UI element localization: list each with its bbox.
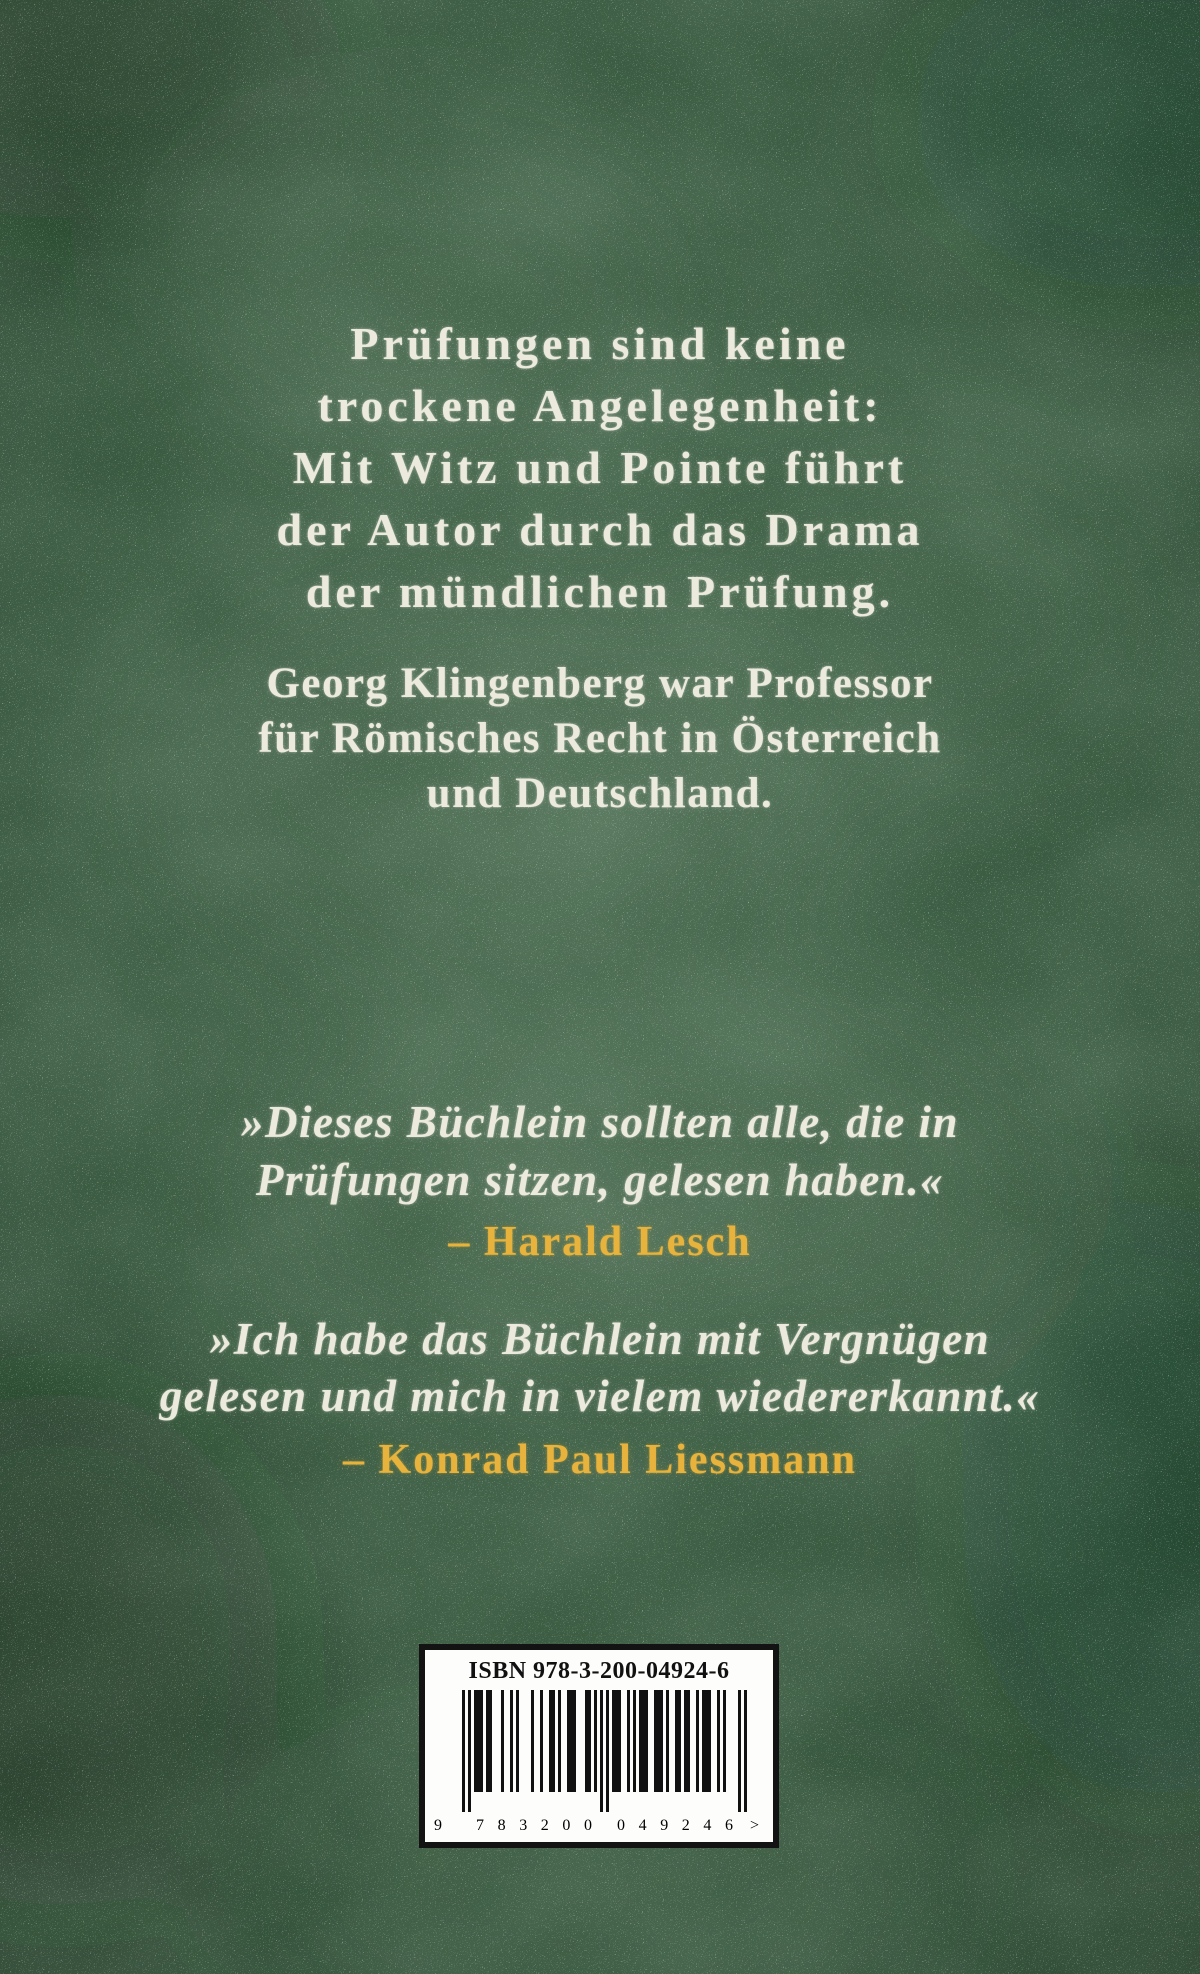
blurb-line: Prüfungen sind keine: [350, 318, 850, 369]
quote-attribution-harald-lesch: – Harald Lesch: [448, 1219, 752, 1265]
svg-text:9: 9: [433, 1817, 442, 1834]
quote-line: Prüfungen sitzen, gelesen haben.«: [255, 1155, 945, 1205]
blurb-line: trockene Angelegenheit:: [317, 380, 883, 431]
quote-line: »Ich habe das Büchlein mit Vergnügen: [209, 1314, 991, 1364]
blurb-line: Mit Witz und Pointe führt: [292, 442, 908, 493]
author-bio-line: und Deutschland.: [426, 770, 774, 817]
author-bio-line: für Römisches Recht in Österreich: [258, 715, 942, 762]
svg-text:>: >: [749, 1817, 759, 1834]
author-bio-line: Georg Klingenberg war Professor: [266, 660, 934, 707]
quote-konrad-paul-liessmann: [0, 1311, 1200, 1425]
quote-line: »Dieses Büchlein sollten alle, die in: [240, 1097, 960, 1147]
blurb-line: der mündlichen Prüfung.: [305, 566, 895, 617]
blurb-line: der Autor durch das Drama: [276, 504, 924, 555]
author-bio: [0, 656, 1200, 821]
svg-text:049246: 049246: [616, 1817, 733, 1834]
svg-text:783200: 783200: [475, 1817, 592, 1834]
isbn-label: ISBN 978-3-200-04924-6: [468, 1658, 730, 1684]
blurb-text: [0, 313, 1200, 623]
quote-harald-lesch: [0, 1093, 1200, 1209]
quote-line: gelesen und mich in vielem wiedererkannt.«: [159, 1371, 1041, 1421]
ean13-barcode: [430, 1690, 769, 1839]
quote-attribution-konrad-paul-liessmann: – Konrad Paul Liessmann: [343, 1437, 857, 1483]
isbn-barcode-box: [419, 1644, 779, 1848]
